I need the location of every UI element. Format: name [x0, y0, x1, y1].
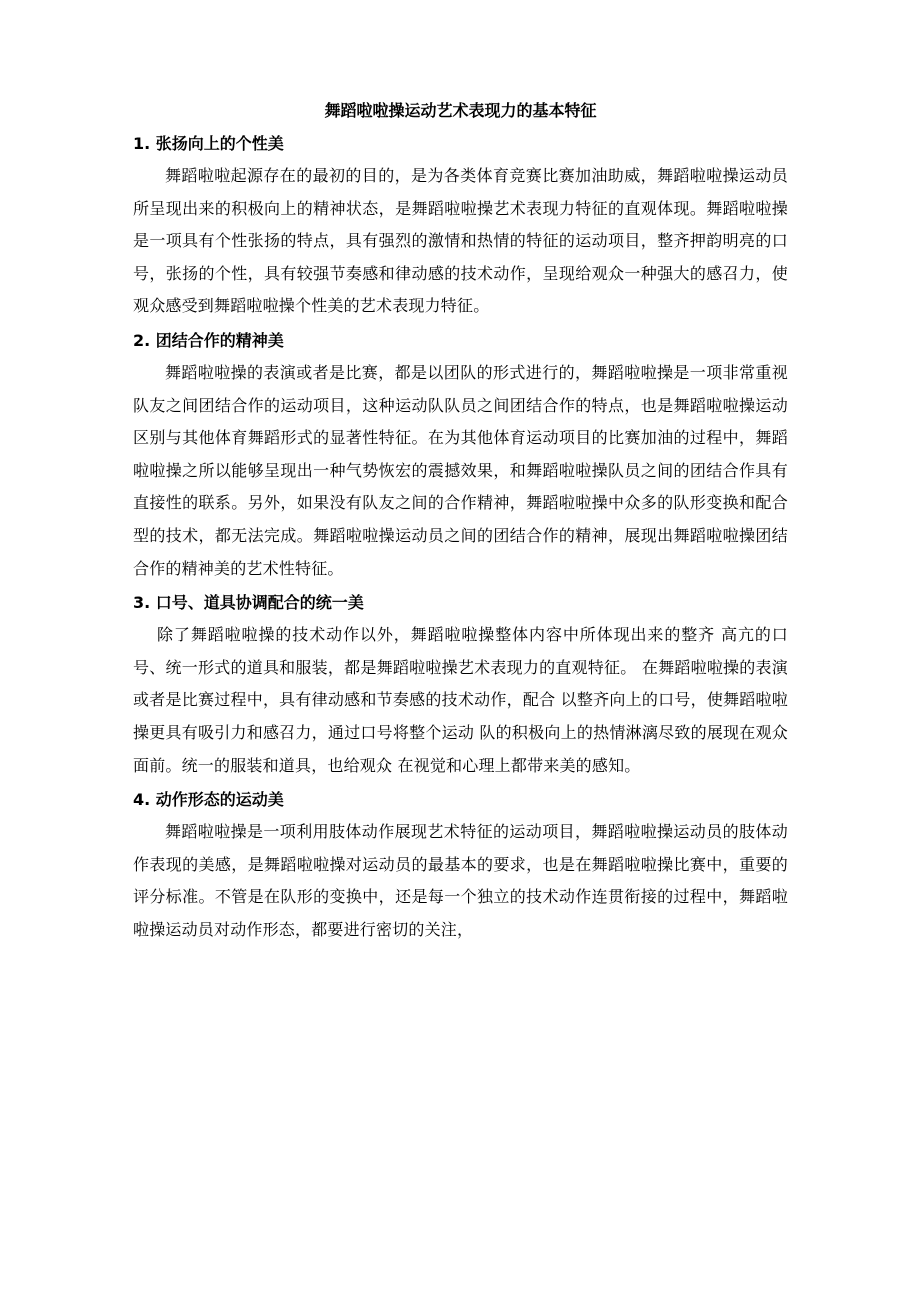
section-3	[133, 587, 788, 782]
section-heading: 2. 团结合作的精神美	[133, 330, 284, 350]
section-paragraph: 舞蹈啦啦起源存在的最初的目的，是为各类体育竞赛比赛加油助威，舞蹈啦啦操运动员所呈现出来的积极向上的精神状态，是舞蹈啦啦操艺术表现力特征的直观体现。舞蹈啦啦操是一项具有个性张扬的特点，具有强烈的激情和热情的特征的运动项目，整齐押韵明亮的口号，张扬的个性，具有较强节奏感和律动感的技术动作，呈现给观众一种强大的感召力，使观众感受到舞蹈啦啦操个性美的艺术表现力特征。	[133, 166, 788, 316]
section-paragraph: 舞蹈啦啦操的表演或者是比赛，都是以团队的形式进行的，舞蹈啦啦操是一项非常重视队友之间团结合作的运动项目，这种运动队队员之间团结合作的特点，也是舞蹈啦啦操运动区别与其他体育舞蹈形式的显著性特征。在为其他体育运动项目的比赛加油的过程中，舞蹈啦啦操之所以能够呈现出一种气势恢宏的震撼效果，和舞蹈啦啦操队员之间的团结合作具有直接性的联系。另外，如果没有队友之间的合作精神，舞蹈啦啦操中众多的队形变换和配合型的技术，都无法完成。舞蹈啦啦操运动员之间的团结合作的精神，展现出舞蹈啦啦操团结合作的精神美的艺术性特征。	[133, 362, 788, 578]
section-heading: 3. 口号、道具协调配合的统一美	[133, 593, 364, 613]
document-title: 舞蹈啦啦操运动艺术表现力的基本特征	[324, 101, 597, 120]
section-4	[133, 784, 788, 946]
section-2	[133, 325, 788, 585]
document-body	[133, 96, 788, 946]
section-1	[133, 128, 788, 323]
section-paragraph: 除了舞蹈啦啦操的技术动作以外，舞蹈啦啦操整体内容中所体现出来的整齐 高亢的口号、统一形式的道具和服装，都是舞蹈啦啦操艺术表现力的直观特征。 在舞蹈啦啦操的表演或者是比赛过程中，具有律动感和节奏感的技术动作，配合 以整齐向上的口号，使舞蹈啦啦操更具有吸引力和感召力，通过口号将整个运动 队的积极向上的热情淋漓尽致的展现在观众面前。统一的服装和道具，也给观众 在视觉和心理上都带来美的感知。	[133, 625, 788, 775]
section-paragraph: 舞蹈啦啦操是一项利用肢体动作展现艺术特征的运动项目，舞蹈啦啦操运动员的肢体动作表现的美感，是舞蹈啦啦操对运动员的最基本的要求，也是在舞蹈啦啦操比赛中，重要的评分标准。不管是在队形的变换中，还是每一个独立的技术动作连贯衔接的过程中，舞蹈啦啦操运动员对动作形态，都要进行密切的关注，	[133, 822, 788, 939]
section-heading: 1. 张扬向上的个性美	[133, 134, 284, 153]
section-heading: 4. 动作形态的运动美	[133, 790, 284, 810]
